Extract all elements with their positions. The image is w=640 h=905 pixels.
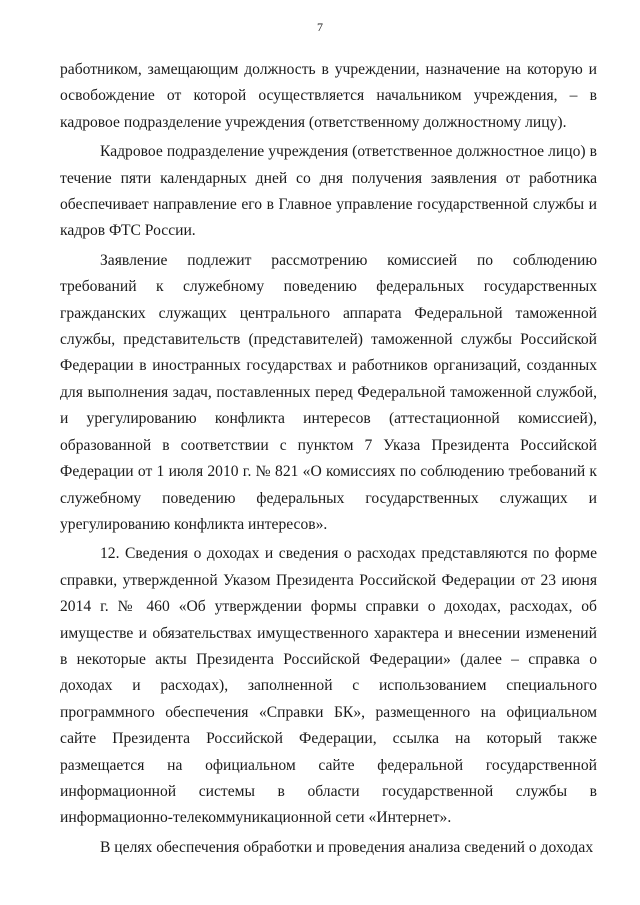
paragraph-commission: Заявление подлежит рассмотрению комиссией по соблюдению требований к служебному поведению федеральных государственных гражданских служащих центрального аппарата Федеральной таможенной службы, представительств (представителей) таможенной службы Российской Федерации в иностранных государствах и работников организаций, созданных для выполнения задач, поставленных перед Федеральной таможенной службой, и урегулированию конфликта интересов (аттестационной комиссией), образованной в соответствии с пунктом 7 Указа Президента Российской Федерации от 1 июля 2010 г. № 821 «О комиссиях по соблюдению требований к служебному поведению федеральных государственных служащих и урегулированию конфликта интересов». — [60, 251, 597, 533]
paragraph-item-12: 12. Сведения о доходах и сведения о расходах представляются по форме справки, утвержденной Указом Президента Российской Федерации от 23 июня 2014 г. № 460 «Об утверждении формы справки о доходах, расходах, об имуществе и обязательствах имущественного характера и внесении изменений в некоторые акты Президента Российской Федерации» (далее – справка о доходах и расходах), заполненной с использованием специального программного обеспечения «Справки БК», размещенного на официальном сайте Президента Российской Федерации, ссылка на который также размещается на официальном сайте федеральной государственной информационной системы в области государственной службы в информационно-телекоммуникационной сети «Интернет». — [60, 545, 597, 827]
page-number: 7 — [317, 20, 323, 34]
paragraph-hr-department: Кадровое подразделение учреждения (ответственное должностное лицо) в течение пяти календарных дней со дня получения заявления от работника обеспечивает направление его в Главное управление государственной службы и кадров ФТС России. — [60, 143, 597, 240]
paragraph-continuation: работником, замещающим должность в учреждении, назначение на которую и освобождение от которой осуществляется начальником учреждения, – в кадровое подразделение учреждения (ответственному должностному лицу). — [60, 61, 597, 131]
paragraph-analysis: В целях обеспечения обработки и проведения анализа сведений о доходах — [100, 838, 594, 856]
document-body — [60, 57, 597, 861]
